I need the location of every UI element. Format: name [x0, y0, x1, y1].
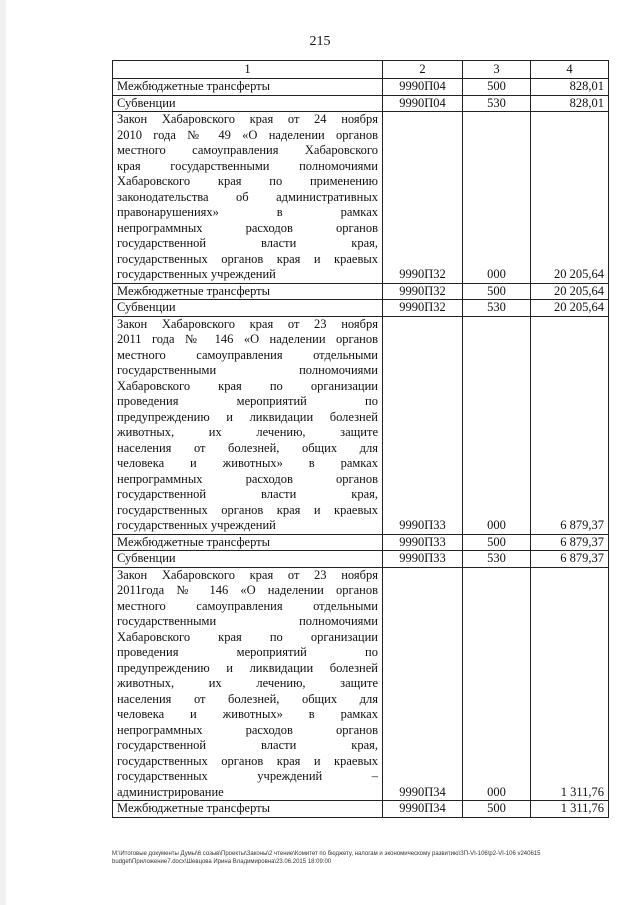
- row-type-cell: 500: [463, 283, 531, 300]
- row-amount-cell: 6 879,37: [531, 551, 609, 568]
- row-name-line: животных, их лечению, защите: [117, 676, 378, 690]
- row-type-cell: 530: [463, 95, 531, 112]
- row-name-line: проведения мероприятий по: [117, 645, 378, 659]
- row-name-line: предупреждению и ликвидации болезней: [117, 660, 378, 675]
- row-name-line: государственной власти края,: [117, 236, 378, 250]
- row-name-line: Хабаровского края по организации: [117, 629, 378, 644]
- row-name-line: населения от болезней, общих для: [117, 691, 378, 706]
- table-row: [113, 801, 609, 818]
- row-name-line: местного самоуправления отдельными: [117, 347, 378, 362]
- document-path-footer: М:\Итоговые документы Думы\6 созыв\Проекты\Законы\2 чтение\Комитет по бюджету, налогам и экономическому развитию\ЗП-VI-106\р2-VI-106 v240615 budget\Приложение7.docx\Шевцова Ирина Владимировна\23.06.2015 18:09:00: [112, 851, 541, 865]
- row-code-cell: 9990П32: [383, 283, 463, 300]
- row-name-line: правонарушениях» в рамках: [117, 205, 378, 219]
- row-code-cell: 9990П32: [383, 300, 463, 317]
- row-name-cell: [113, 534, 383, 551]
- row-amount-cell: 6 879,37: [531, 534, 609, 551]
- column-header-3: 3: [463, 61, 531, 79]
- row-name-line: предупреждению и ликвидации болезней: [117, 409, 378, 424]
- row-name-line: 2010 года № 49 «О наделении органов: [117, 127, 378, 142]
- row-name-line: Закон Хабаровского края от 23 ноября: [117, 567, 378, 582]
- row-name-cell: [113, 316, 383, 534]
- row-name-line: местного самоуправления Хабаровского: [117, 143, 378, 157]
- row-type-cell: 000: [463, 316, 531, 534]
- row-type-cell: 500: [463, 534, 531, 551]
- row-name-cell: [113, 283, 383, 300]
- row-name-line: Межбюджетные трансферты: [117, 79, 271, 93]
- row-name-cell: [113, 567, 383, 801]
- row-name-line: населения от болезней, общих для: [117, 440, 378, 455]
- row-code-cell: 9990П04: [383, 95, 463, 112]
- table-row: [113, 551, 609, 568]
- row-amount-cell: 6 879,37: [531, 316, 609, 534]
- table-body: [113, 79, 609, 818]
- row-name-line: государственных учреждений –: [117, 769, 378, 783]
- row-name-line: государственных органов края и краевых: [117, 251, 378, 266]
- row-name-line: государственных учреждений: [117, 267, 276, 281]
- row-name-cell: [113, 95, 383, 112]
- row-name-line: государственными полномочиями: [117, 614, 378, 628]
- row-amount-cell: 20 205,64: [531, 283, 609, 300]
- table-row: [113, 79, 609, 96]
- row-amount-cell: 20 205,64: [531, 112, 609, 284]
- row-code-cell: 9990П33: [383, 551, 463, 568]
- row-name-line: Закон Хабаровского края от 23 ноября: [117, 316, 378, 331]
- row-name-line: государственной власти края,: [117, 487, 378, 501]
- row-name-line: государственными полномочиями: [117, 363, 378, 377]
- scan-edge: [0, 0, 6, 905]
- budget-table: [112, 60, 609, 818]
- row-type-cell: 000: [463, 567, 531, 801]
- row-amount-cell: 828,01: [531, 79, 609, 96]
- row-name-line: Межбюджетные трансферты: [117, 801, 271, 815]
- row-name-cell: [113, 801, 383, 818]
- row-name-line: местного самоуправления отдельными: [117, 598, 378, 613]
- column-header-4: 4: [531, 61, 609, 79]
- row-code-cell: 9990П32: [383, 112, 463, 284]
- row-code-cell: 9990П33: [383, 534, 463, 551]
- column-header-1: 1: [113, 61, 383, 79]
- table-row: [113, 112, 609, 284]
- row-name-line: непрограммных расходов органов: [117, 471, 378, 486]
- row-name-line: проведения мероприятий по: [117, 394, 378, 408]
- page-number: 215: [309, 34, 331, 49]
- row-type-cell: 000: [463, 112, 531, 284]
- column-header-2: 2: [383, 61, 463, 79]
- row-amount-cell: 1 311,76: [531, 567, 609, 801]
- row-name-cell: [113, 79, 383, 96]
- table-header-row: [113, 61, 609, 79]
- row-name-line: государственных органов края и краевых: [117, 502, 378, 517]
- row-name-line: Субвенции: [117, 300, 176, 314]
- row-name-line: государственных органов края и краевых: [117, 753, 378, 768]
- table-row: [113, 283, 609, 300]
- row-amount-cell: 20 205,64: [531, 300, 609, 317]
- table-row: [113, 534, 609, 551]
- row-code-cell: 9990П04: [383, 79, 463, 96]
- row-name-cell: [113, 551, 383, 568]
- row-name-line: человека и животных» в рамках: [117, 456, 378, 470]
- row-name-line: государственной власти края,: [117, 738, 378, 752]
- row-code-cell: 9990П33: [383, 316, 463, 534]
- table-row: [113, 316, 609, 534]
- row-name-line: государственных учреждений: [117, 518, 276, 532]
- row-name-line: администрирование: [117, 784, 224, 799]
- row-amount-cell: 1 311,76: [531, 801, 609, 818]
- row-type-cell: 530: [463, 551, 531, 568]
- row-type-cell: 500: [463, 801, 531, 818]
- table-row: [113, 567, 609, 801]
- row-name-line: Хабаровского края по применению: [117, 174, 378, 188]
- row-name-line: Межбюджетные трансферты: [117, 534, 271, 549]
- row-name-cell: [113, 300, 383, 317]
- table-row: [113, 300, 609, 317]
- row-name-line: непрограммных расходов органов: [117, 220, 378, 235]
- row-type-cell: 530: [463, 300, 531, 317]
- row-code-cell: 9990П34: [383, 801, 463, 818]
- row-name-line: животных, их лечению, защите: [117, 425, 378, 439]
- row-name-line: законодательства об административных: [117, 189, 378, 204]
- row-name-line: 2011года № 146 «О наделении органов: [117, 583, 378, 597]
- row-name-line: человека и животных» в рамках: [117, 707, 378, 721]
- row-name-line: Межбюджетные трансферты: [117, 283, 271, 298]
- row-name-cell: [113, 112, 383, 284]
- row-code-cell: 9990П34: [383, 567, 463, 801]
- row-name-line: Закон Хабаровского края от 24 ноября: [117, 112, 378, 126]
- row-type-cell: 500: [463, 79, 531, 96]
- row-name-line: непрограммных расходов органов: [117, 722, 378, 737]
- row-amount-cell: 828,01: [531, 95, 609, 112]
- row-name-line: 2011 года № 146 «О наделении органов: [117, 332, 378, 346]
- row-name-line: Хабаровского края по организации: [117, 378, 378, 393]
- table-row: [113, 95, 609, 112]
- row-name-line: Субвенции: [117, 551, 176, 565]
- row-name-line: края государственными полномочиями: [117, 158, 378, 173]
- row-name-line: Субвенции: [117, 95, 176, 110]
